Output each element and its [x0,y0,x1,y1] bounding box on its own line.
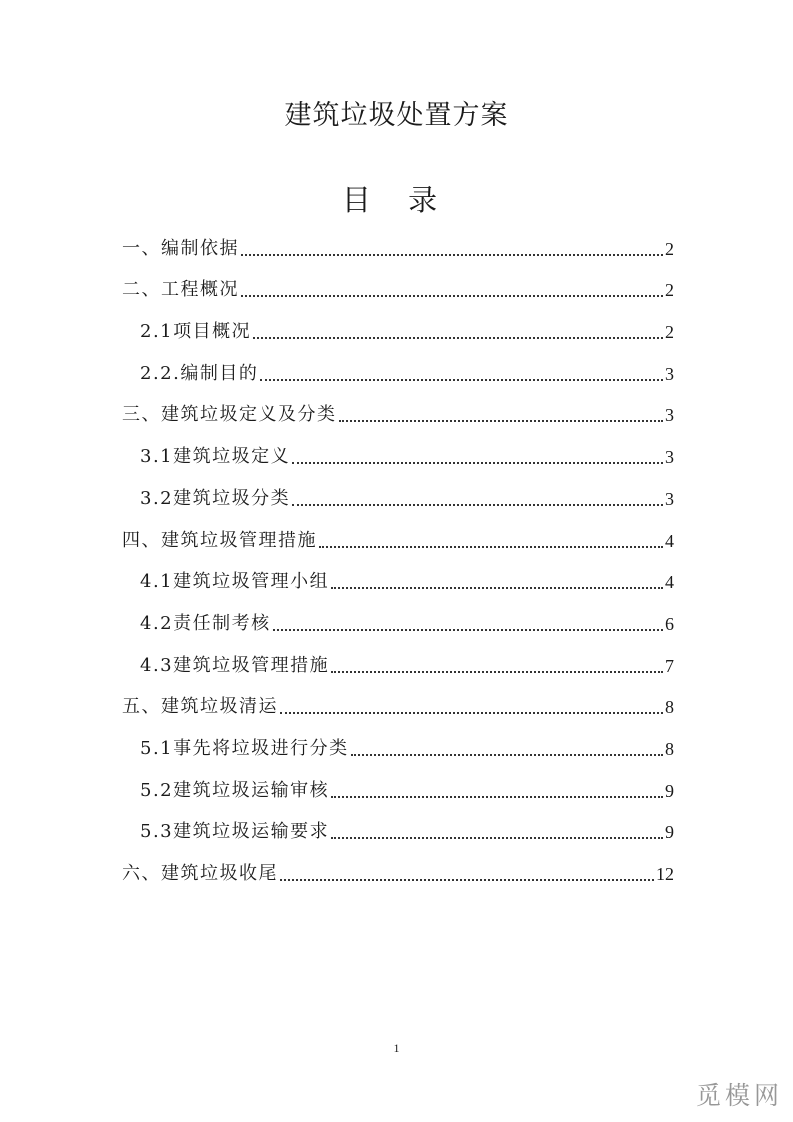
toc-entry-page-number: 12 [656,864,674,884]
toc-entry-page-number: 3 [665,405,674,426]
toc-entry-label: 六、建筑垃圾收尾 [122,863,278,884]
toc-entry-label: 4.1建筑垃圾管理小组 [140,571,330,593]
toc-entry-page-number: 2 [665,322,674,343]
toc-entry-page-number: 6 [665,613,674,634]
toc-entry[interactable] [122,805,674,847]
toc-entry-label: 三、建筑垃圾定义及分类 [122,404,337,426]
toc-dot-leader [331,587,663,589]
toc-entry[interactable] [122,346,674,388]
toc-dot-leader [339,420,664,422]
toc-entry[interactable] [122,680,674,722]
toc-entry-label: 5.2建筑垃圾运输审核 [140,779,330,801]
toc-entry-label: 3.2建筑垃圾分类 [140,487,291,509]
toc-dot-leader [292,462,663,464]
toc-entry-page-number: 2 [665,280,674,301]
toc-entry-label: 四、建筑垃圾管理措施 [122,529,317,551]
toc-dot-leader [292,504,663,506]
toc-dot-leader [241,295,663,297]
toc-dot-leader [260,379,663,381]
toc-entry-page-number: 9 [665,822,674,843]
toc-entry-page-number: 2 [665,238,674,259]
toc-entry-label: 5.3建筑垃圾运输要求 [140,821,330,843]
toc-entry-label: 4.2责任制考核 [140,612,271,634]
toc-entry[interactable] [122,638,674,680]
toc-entry[interactable] [122,846,674,888]
toc-entry-label: 一、编制依据 [122,237,239,259]
toc-entry-page-number: 9 [665,780,674,801]
toc-entry[interactable] [122,304,674,346]
table-of-contents [122,221,674,888]
toc-entry[interactable] [122,388,674,430]
page-number: 1 [393,1041,400,1055]
toc-entry-page-number: 4 [665,572,674,593]
toc-entry[interactable] [122,263,674,305]
toc-dot-leader [331,671,663,673]
toc-entry-label: 2.1项目概况 [140,321,252,343]
toc-entry[interactable] [122,555,674,597]
toc-entry-page-number: 3 [665,447,674,468]
toc-entry[interactable] [122,221,674,263]
toc-entry[interactable] [122,596,674,638]
toc-entry[interactable] [122,513,674,555]
toc-entry[interactable] [122,763,674,805]
toc-entry-page-number: 3 [665,488,674,509]
toc-dot-leader [241,254,663,256]
toc-entry[interactable] [122,721,674,763]
toc-entry-page-number: 4 [665,530,674,551]
toc-dot-leader [331,837,663,839]
toc-entry[interactable] [122,429,674,471]
toc-dot-leader [280,879,654,881]
toc-entry-label: 4.3建筑垃圾管理措施 [140,654,330,676]
document-title: 建筑垃圾处置方案 [284,100,509,131]
toc-entry-label: 2.2.编制目的 [140,362,259,384]
toc-dot-leader [253,337,663,339]
toc-entry-label: 5.1事先将垃圾进行分类 [140,737,349,759]
toc-dot-leader [319,546,663,548]
toc-entry-label: 3.1建筑垃圾定义 [140,446,291,468]
toc-dot-leader [273,629,663,631]
toc-dot-leader [331,796,663,798]
toc-entry-page-number: 7 [665,655,674,676]
toc-entry-label: 二、工程概况 [122,279,239,301]
toc-dot-leader [280,712,663,714]
toc-heading: 目 录 [341,183,452,217]
toc-entry-page-number: 8 [665,738,674,759]
watermark-logo: 觅模网 [695,1081,783,1110]
toc-dot-leader [351,754,663,756]
toc-entry-page-number: 3 [665,363,674,384]
toc-entry-page-number: 8 [665,697,674,718]
toc-entry-label: 五、建筑垃圾清运 [122,696,278,718]
toc-entry[interactable] [122,471,674,513]
